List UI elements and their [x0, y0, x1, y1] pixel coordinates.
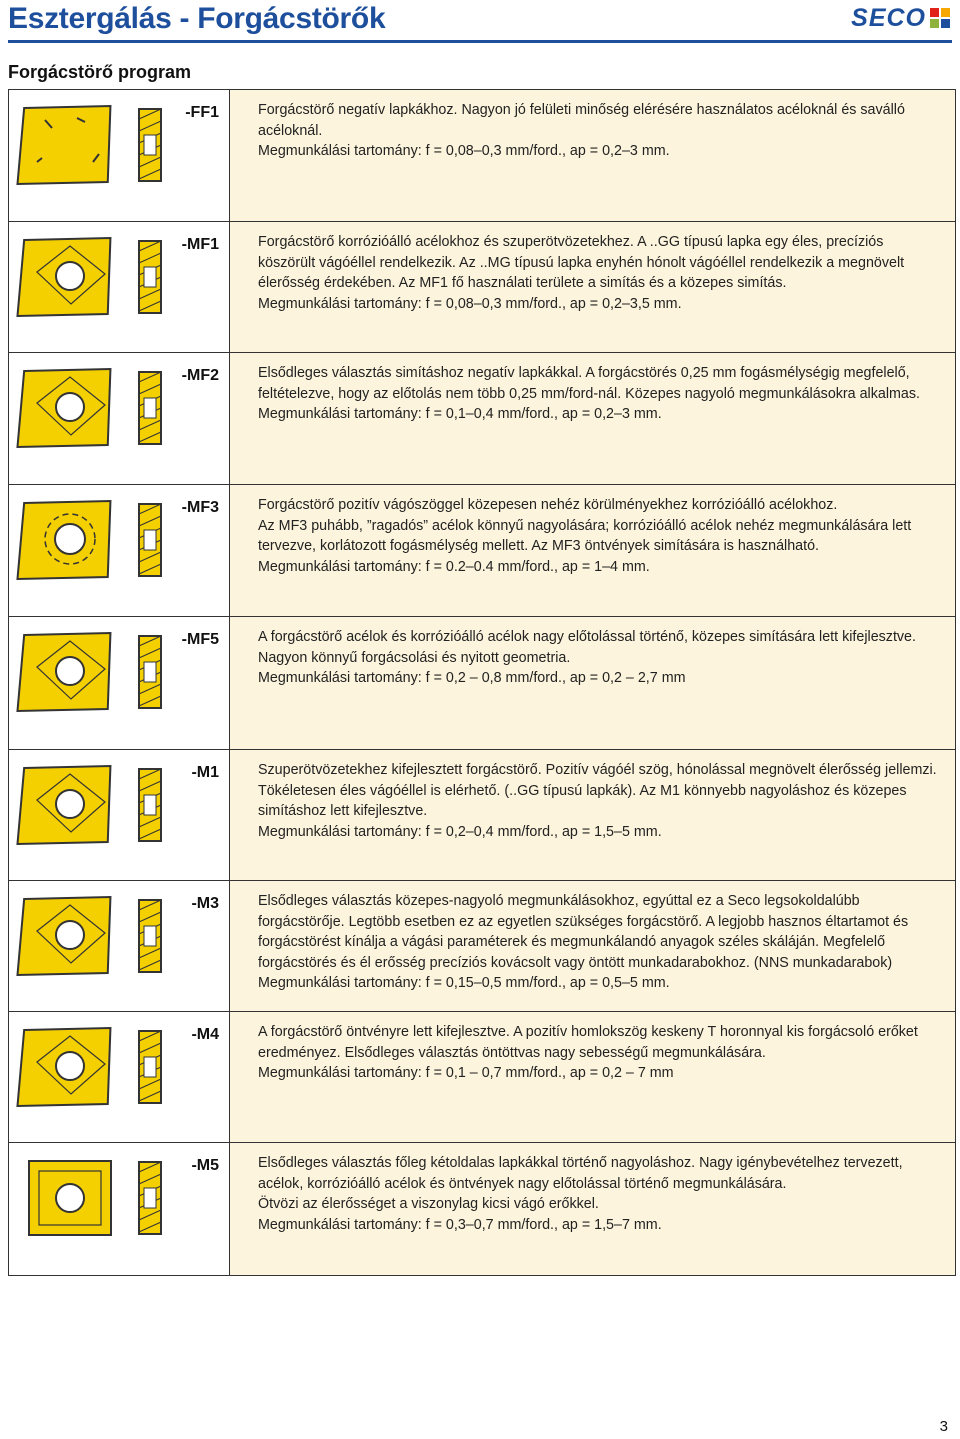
description-line: Megmunkálási tartomány: f = 0,2–0,4 mm/ford., ap = 1,5–5 mm. — [258, 823, 662, 840]
insert-image-cell — [9, 353, 230, 485]
chipbreaker-code: -FF1 — [185, 104, 219, 121]
page-title: Esztergálás - Forgácstörők — [8, 2, 386, 35]
chipbreaker-row — [9, 485, 956, 617]
insert-image-cell — [9, 90, 230, 222]
page-number: 3 — [939, 1418, 948, 1435]
chipbreaker-code: -M4 — [191, 1026, 219, 1043]
description-line: Ötvözi az élerősséget a viszonylag kicsi vágó erőkkel. — [258, 1196, 599, 1212]
chipbreaker-code: -M3 — [191, 895, 219, 912]
logo-mark-icon — [930, 8, 950, 28]
chipbreaker-row — [9, 222, 956, 353]
insert-image-cell — [9, 1143, 230, 1276]
chipbreaker-description-cell — [230, 881, 956, 1012]
chipbreaker-description-cell — [230, 750, 956, 881]
chipbreaker-row — [9, 1143, 956, 1276]
description-line: Nagyon könnyű forgácsolási és nyitott geometria. — [258, 649, 571, 666]
insert-image-cell — [9, 750, 230, 881]
chipbreaker-code: -MF2 — [181, 367, 219, 384]
chipbreaker-table — [8, 89, 956, 1276]
insert-image-cell — [9, 1012, 230, 1143]
description-line: Forgácstörő negatív lapkákhoz. Nagyon jó felületi minőség elérésére használatos acéloknál és saválló acéloknál. — [258, 102, 905, 139]
chipbreaker-description-cell — [230, 353, 956, 485]
logo-text: SECO — [851, 3, 926, 32]
seco-logo — [851, 3, 950, 32]
insert-image-cell — [9, 881, 230, 1012]
chipbreaker-description-cell — [230, 1143, 956, 1276]
description-line: Megmunkálási tartomány: f = 0.2–0.4 mm/ford., ap = 1–4 mm. — [258, 558, 650, 575]
description-line: Megmunkálási tartomány: f = 0,08–0,3 mm/ford., ap = 0,2–3 mm. — [258, 143, 670, 159]
chipbreaker-code: -MF3 — [181, 499, 219, 516]
description-line: Az MF3 puhább, ”ragadós” acélok könnyű nagyolására; korrózióálló acélok nehéz megmunkálására lett tervezve, korlátozott fogásmélység mellett. Az MF3 öntvények simítására is használható. — [258, 517, 912, 554]
description-line: Elsődleges választás simításhoz negatív lapkákkal. A forgácstörés 0,25 mm fogásmélységig megfelelő, feltételezve, hogy az előtolás nem több 0,25 mm/ford-nál. Közepes nagyoló megmunkálásokra alkalmas. — [258, 365, 920, 402]
description-line: Megmunkálási tartomány: f = 0,15–0,5 mm/ford., ap = 0,5–5 mm. — [258, 975, 670, 991]
description-line: Elsődleges választás főleg kétoldalas lapkákkal történő nagyoláshoz. Nagy igénybevételhez tervezett, acélok, korrózióálló acélok és öntvények nagy előtolással történő megmunkálására. — [258, 1155, 903, 1192]
chipbreaker-row — [9, 881, 956, 1012]
description-line: Forgácstörő pozitív vágószöggel közepesen nehéz körülményekhez korrózióálló acélokhoz. — [258, 497, 838, 513]
insert-image-cell — [9, 617, 230, 750]
description-line: Forgácstörő korrózióálló acélokhoz és szuperötvözetekhez. A ..GG típusú lapka egy éles, precíziós köszörült vágóéllel rendelkezik. Az ..MG típusú lapka enyhén hónolt vágóéllel rendelkezik a megnövelt élerősség érdekében. Az MF1 fő használati területe a simítás és a közepes simítás. — [258, 234, 905, 291]
chipbreaker-row — [9, 90, 956, 222]
description-line: A forgácstörő öntvényre lett kifejlesztve. A pozitív homlokszög keskeny T horonnyal kis forgácsoló erőket eredményez. Elsődleges választás öntöttvas nagy sebességű megmunkálására. — [258, 1024, 918, 1061]
description-line: Megmunkálási tartomány: f = 0,3–0,7 mm/ford., ap = 1,5–7 mm. — [258, 1216, 662, 1233]
description-line: Szuperötvözetekhez kifejlesztett forgácstörő. Pozitív vágóél szög, hónolással megnövelt élerősség jellemzi. Tökéletesen éles vágóéllel is elérhető. (..GG típusú lapkák). Az M1 könnyebb nagyoláshoz és közepes simításhoz lett kifejlesztve. — [258, 762, 937, 819]
description-line: Megmunkálási tartomány: f = 0,08–0,3 mm/ford., ap = 0,2–3,5 mm. — [258, 295, 682, 312]
chipbreaker-description-cell — [230, 1012, 956, 1143]
chipbreaker-code: -MF5 — [181, 631, 219, 648]
chipbreaker-row — [9, 617, 956, 750]
header-rule — [8, 40, 952, 43]
chipbreaker-row — [9, 750, 956, 881]
description-line: Megmunkálási tartomány: f = 0,2 – 0,8 mm/ford., ap = 0,2 – 2,7 mm — [258, 670, 686, 686]
description-line: Megmunkálási tartomány: f = 0,1–0,4 mm/ford., ap = 0,2–3 mm. — [258, 406, 662, 422]
chipbreaker-code: -MF1 — [181, 236, 219, 253]
chipbreaker-row — [9, 353, 956, 485]
chipbreaker-description-cell — [230, 222, 956, 353]
description-line: A forgácstörő acélok és korrózióálló acélok nagy előtolással történő, közepes simítására lett kifejlesztve. — [258, 629, 916, 645]
description-line: Elsődleges választás közepes-nagyoló megmunkálásokhoz, egyúttal ez a Seco legsokoldalúbb forgácstörője. Legtöbb esetben ez az egyetlen szükséges forgácstörő. A legjobb hasznos éltartamot és forgácstörést kínálja a vágási paraméterek és megmunkálandó anyagok széles skáláján. Megfelelő forgácstörés és él erősség precíziós kovácsolt vagy öntött munkadarabokhoz. (NNS munkadarabok) — [258, 893, 909, 971]
chipbreaker-description-cell — [230, 617, 956, 750]
description-line: Megmunkálási tartomány: f = 0,1 – 0,7 mm/ford., ap = 0,2 – 7 mm — [258, 1065, 674, 1081]
section-title: Forgácstörő program — [8, 62, 192, 82]
chipbreaker-row — [9, 1012, 956, 1143]
chipbreaker-description-cell — [230, 90, 956, 222]
chipbreaker-description-cell — [230, 485, 956, 617]
chipbreaker-code: -M1 — [191, 764, 219, 781]
insert-image-cell — [9, 222, 230, 353]
page-header — [0, 0, 960, 42]
chipbreaker-code: -M5 — [191, 1157, 219, 1174]
insert-image-cell — [9, 485, 230, 617]
